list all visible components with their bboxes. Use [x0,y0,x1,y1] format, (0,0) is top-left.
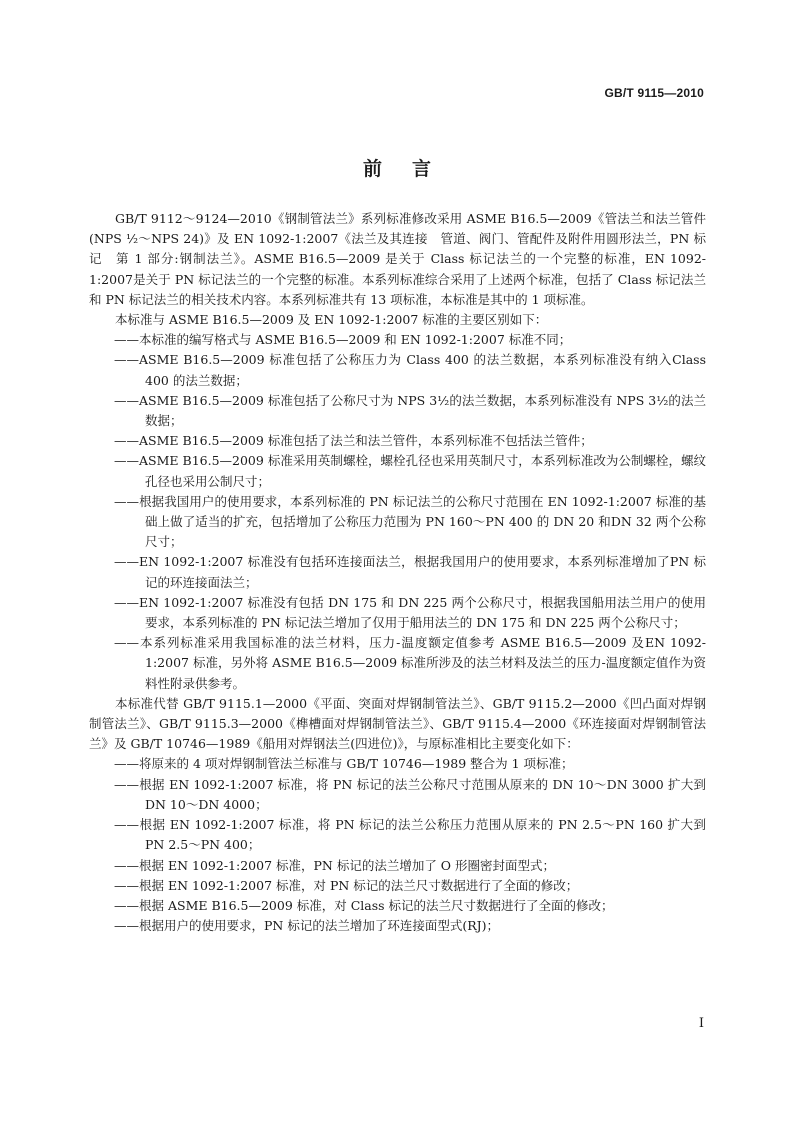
list-item: ——EN 1092-1:2007 标准没有包括环连接面法兰，根据我国用户的使用要求，本系列标准增加了PN 标记的环连接面法兰； [114,554,706,590]
list-item: ——本标准的编写格式与 ASME B16.5—2009 和 EN 1092-1:2007 标准不同； [114,332,572,348]
list-item: ——ASME B16.5—2009 标准包括了公称尺寸为 NPS 3½的法兰数据，本系列标准没有 NPS 3½的法兰数据； [114,392,706,429]
list-item: ——ASME B16.5—2009 标准包括了公称压力为 Class 400 的法兰数据，本系列标准没有纳入Class 400 的法兰数据； [114,352,706,388]
intro-paragraph: GB/T 9112～9124—2010《钢制管法兰》系列标准修改采用 ASME B16.5—2009《管法兰和法兰管件(NPS ½～NPS 24)》及 EN 1092-1:2007《法兰及其连接 管道、阀门、管配件及附件用圆形法兰，PN 标记 第 1 部分:钢制法兰》。ASME B16.5—2009 是关于 Class 标记法兰的一个完整的标准，EN 1092-1:2007是关于 PN 标记法兰的一个完整的标准。本系列标准综合采用了上述两个标准，包括了 Class 标记法兰和 PN 标记法兰的相关技术内容。本系列标准共有 13 项标准，本标准是其中的 1 项标准。 [89,211,706,307]
differences-list [89,330,706,694]
replacement-paragraph: 本标准代替 GB/T 9115.1—2000《平面、突面对焊钢制管法兰》、GB/T 9115.2—2000《凹凸面对焊钢制管法兰》、GB/T 9115.3—2000《榫槽面对焊钢制管法兰》、GB/T 9115.4—2000《环连接面对焊钢制管法兰》及 GB/T 10746—1989《船用对焊钢法兰(四进位)》，与原标准相比主要变化如下： [89,695,706,752]
list-item: ——根据我国用户的使用要求，本系列标准的 PN 标记法兰的公称尺寸范围在 EN 1092-1:2007 标准的基础上做了适当的扩充，包括增加了公称压力范围为 PN 160～PN 400 的 DN 20 和DN 32 两个公称尺寸； [114,493,706,550]
list-item: ——根据 EN 1092-1:2007 标准，将 PN 标记的法兰公称尺寸范围从原来的 DN 10～DN 3000 扩大到 DN 10～DN 4000； [114,776,706,812]
page-number: I [698,1016,704,1031]
list-item: ——根据 EN 1092-1:2007 标准，对 PN 标记的法兰尺寸数据进行了全面的修改； [114,877,579,893]
differences-intro: 本标准与 ASME B16.5—2009 及 EN 1092-1:2007 标准的主要区别如下： [115,312,548,328]
list-item: ——根据用户的使用要求，PN 标记的法兰增加了环连接面型式(RJ)； [114,918,499,934]
list-item: ——ASME B16.5—2009 标准采用英制螺栓，螺栓孔径也采用英制尺寸，本系列标准改为公制螺栓，螺纹孔径也采用公制尺寸； [114,453,706,489]
list-item: ——EN 1092-1:2007 标准没有包括 DN 175 和 DN 225 两个公称尺寸，根据我国船用法兰用户的使用要求，本系列标准的 PN 标记法兰增加了仅用于船用法兰的 DN 175 和 DN 225 两个公称尺寸； [114,594,706,631]
list-item: ——根据 EN 1092-1:2007 标准，将 PN 标记的法兰公称压力范围从原来的 PN 2.5～PN 160 扩大到 PN 2.5～PN 400； [114,817,706,853]
list-item: ——将原来的 4 项对焊钢制管法兰标准与 GB/T 10746—1989 整合为 1 项标准； [114,756,574,772]
changes-list [89,754,706,936]
list-item: ——ASME B16.5—2009 标准包括了法兰和法兰管件，本系列标准不包括法兰管件； [114,433,593,449]
foreword-body [89,209,706,936]
list-item: ——根据 ASME B16.5—2009 标准，对 Class 标记的法兰尺寸数据进行了全面的修改； [114,897,614,913]
list-item: ——本系列标准采用我国标准的法兰材料，压力-温度额定值参考 ASME B16.5—2009 及EN 1092-1:2007 标准，另外将 ASME B16.5—2009 标准所涉及的法兰材料及法兰的压力-温度额定值作为资料性附录供参考。 [114,635,706,691]
list-item: ——根据 EN 1092-1:2007 标准，PN 标记的法兰增加了 O 形圈密封面型式； [114,857,556,873]
standard-code: GB/T 9115—2010 [604,86,704,100]
page-title: 前言 [362,158,461,180]
